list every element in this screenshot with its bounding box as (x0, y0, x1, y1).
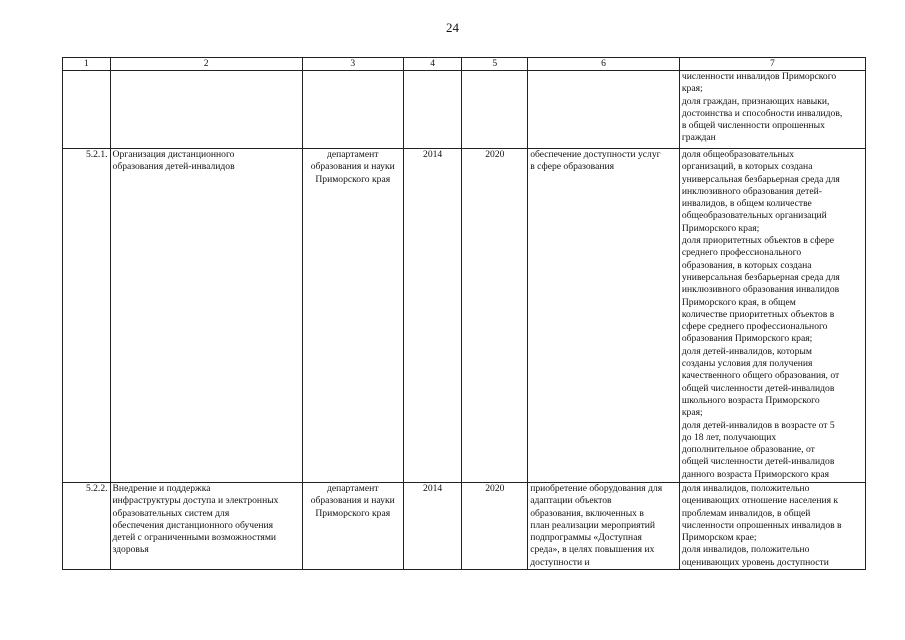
text-line: среда», в целях повышения их (530, 544, 655, 556)
text-line: Внедрение и поддержка (112, 483, 211, 494)
text-line: данного возраста Приморского края (681, 468, 830, 480)
column-number-header (63, 58, 866, 71)
text-line: детей с ограниченными возможностями (112, 532, 277, 544)
text-line: Приморского края (315, 173, 391, 185)
text-line: дополнительное образование, от (681, 444, 815, 456)
indicators (679, 483, 865, 570)
text-line: доля детей-инвалидов, которым (681, 345, 812, 357)
table-row (63, 71, 866, 149)
measure-name (110, 71, 302, 149)
indicators (679, 71, 865, 149)
text-line: обеспечение доступности услуг (530, 149, 661, 160)
text-line: план реализации мероприятий (530, 519, 656, 531)
column-header-4: 4 (403, 58, 462, 71)
text-line: граждан (681, 132, 716, 144)
executor (302, 483, 403, 570)
column-header-7: 7 (679, 58, 865, 71)
text-line: Приморского края (315, 507, 391, 519)
text-line: универсальная безбарьерная среда для (681, 173, 840, 185)
text-line: доля инвалидов, положительно (681, 544, 810, 556)
text-line: в общей численности опрошенных (681, 120, 825, 132)
text-line: образовательных систем для (112, 507, 230, 519)
text-line: доля граждан, признающих навыки, (681, 95, 830, 107)
text-line: подпрограммы «Доступная (530, 532, 642, 544)
measure-number: 5.2.2. (63, 483, 111, 570)
column-header-6: 6 (528, 58, 680, 71)
text-line: среднего профессионального (681, 247, 802, 259)
page-number: 24 (446, 20, 459, 35)
text-line: доля приоритетных объектов в сфере (681, 235, 835, 247)
text-line: образования, в которых создана (681, 259, 812, 271)
column-header-1: 1 (63, 58, 111, 71)
text-line: обеспечения дистанционного обучения (112, 519, 274, 531)
text-line: созданы условия для получения (681, 358, 813, 370)
text-line: качественного общего образования, от (681, 370, 840, 382)
text-line: здоровья (112, 544, 149, 556)
text-line: доля инвалидов, положительно (681, 483, 810, 494)
text-line: оценивающих уровень доступности (681, 556, 829, 568)
text-line: доля детей-инвалидов в возрасте от 5 (681, 419, 835, 431)
text-line: до 18 лет, получающих (681, 431, 777, 443)
column-header-2: 2 (110, 58, 302, 71)
text-line: инклюзивного образования детей- (681, 185, 822, 197)
measure-number (63, 71, 111, 149)
end-year: 2020 (462, 149, 528, 483)
end-year (462, 71, 528, 149)
text-line: Приморском крае; (681, 532, 757, 544)
text-line: достоинства и способности инвалидов, (681, 107, 843, 119)
text-line: департамент (327, 483, 379, 494)
indicators (679, 149, 865, 483)
text-line: доступности и (530, 556, 590, 568)
text-line: адаптации объектов (530, 495, 612, 507)
text-line: проблемам инвалидов, в общей (681, 507, 811, 519)
text-line: организаций, в которых создана (681, 161, 813, 173)
measure-name (110, 483, 302, 570)
measure-number: 5.2.1. (63, 149, 111, 483)
text-line: Приморского края, в общем (681, 296, 796, 308)
text-line: численности инвалидов Приморского (681, 71, 837, 82)
text-line: образования Приморского края; (681, 333, 813, 345)
start-year: 2014 (403, 483, 462, 570)
text-line: инклюзивного образования инвалидов (681, 284, 840, 296)
text-line: универсальная безбарьерная среда для (681, 271, 840, 283)
text-line: образования и науки (310, 495, 395, 507)
text-line: образования и науки (310, 161, 395, 173)
expected-result (528, 149, 680, 483)
measure-name (110, 149, 302, 483)
column-header-3: 3 (302, 58, 403, 71)
text-line: инфраструктуры доступа и электронных (112, 495, 279, 507)
start-year (403, 71, 462, 149)
end-year: 2020 (462, 483, 528, 570)
table-row (63, 483, 866, 570)
executor (302, 149, 403, 483)
text-line: общей численности детей-инвалидов (681, 456, 835, 468)
text-line: края; (681, 83, 703, 95)
expected-result (528, 483, 680, 570)
executor (302, 71, 403, 149)
text-line: общей численности детей-инвалидов (681, 382, 835, 394)
text-line: Организация дистанционного (112, 149, 235, 160)
text-line: доля общеобразовательных (681, 149, 795, 160)
text-line: образования, включенных в (530, 507, 644, 519)
text-line: департамент (327, 149, 379, 160)
text-line: образования детей-инвалидов (112, 161, 235, 173)
text-line: количестве приоритетных объектов в (681, 308, 835, 320)
start-year: 2014 (403, 149, 462, 483)
table-row (63, 149, 866, 483)
text-line: сфере среднего профессионального (681, 321, 828, 333)
text-line: в сфере образования (530, 161, 615, 173)
expected-result (528, 71, 680, 149)
text-line: школьного возраста Приморского (681, 394, 820, 406)
text-line: Приморского края; (681, 222, 760, 234)
text-line: численности опрошенных инвалидов в (681, 519, 842, 531)
text-line: приобретение оборудования для (530, 483, 663, 494)
text-line: инвалидов, в общем количестве (681, 198, 812, 210)
text-line: общеобразовательных организаций (681, 210, 827, 222)
program-table (62, 57, 866, 570)
text-line: оценивающих отношение населения к (681, 495, 839, 507)
text-line: края; (681, 407, 703, 419)
column-header-5: 5 (462, 58, 528, 71)
